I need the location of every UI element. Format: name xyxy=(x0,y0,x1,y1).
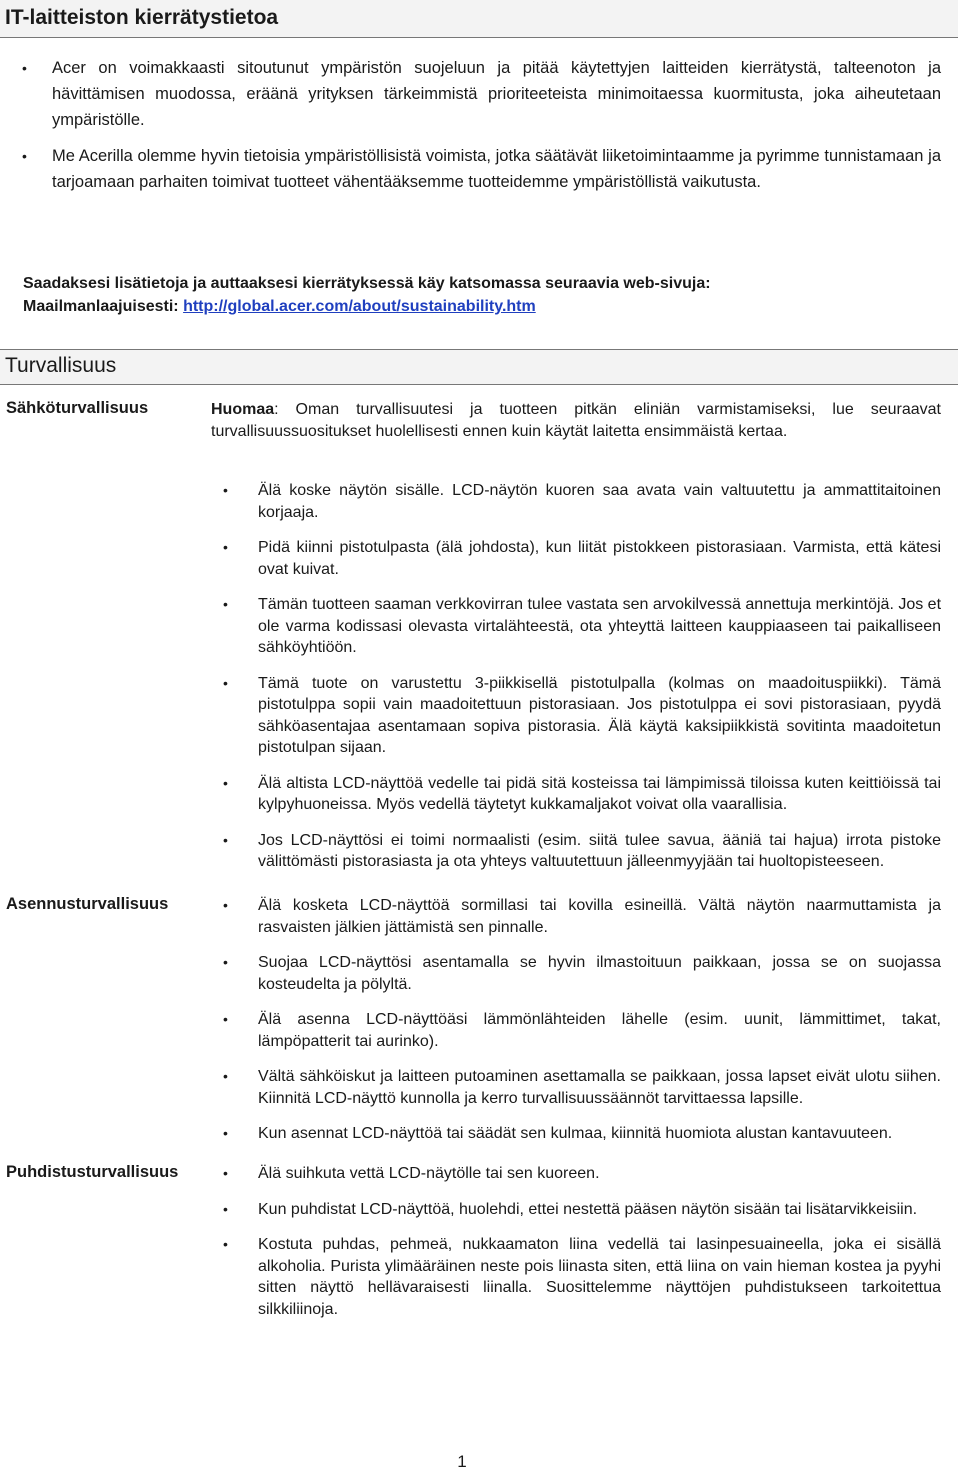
list-item xyxy=(22,143,941,195)
electrical-safety-label: Sähköturvallisuus xyxy=(6,399,149,417)
installation-safety-list xyxy=(223,895,941,1159)
bullet-icon: • xyxy=(223,897,228,913)
list-item-text: Me Acerilla olemme hyvin tietoisia ympäristöllisistä voimista, jotka säätävät liiketoimintaamme ja pyrimme tunnistamaan ja tarjoamaan parhaiten toimivat tuotteet vähentääksemme tuotteidemme ympäristöllistä vaikutusta. xyxy=(52,147,941,191)
list-item-text: Jos LCD-näyttösi ei toimi normaalisti (esim. siitä tulee savua, ääniä tai hajua) irrota pistoke välittömästi pistorasiasta ja ota yhteys valtuutettuun jälleenmyyjään tai huoltopisteeseen. xyxy=(258,831,941,870)
more-info-block xyxy=(23,272,943,318)
recycling-section-title: IT-laitteiston kierrätystietoa xyxy=(0,0,958,38)
list-item-text: Älä altista LCD-näyttöä vedelle tai pidä sitä kosteissa tai lämpimissä tiloissa kuten keittiöissä tai kylpyhuoneissa. Myös vedellä täytetyt kukkamaljakot voivat olla vaarallisia. xyxy=(258,774,941,813)
bullet-icon: • xyxy=(223,1068,228,1084)
bullet-icon: • xyxy=(223,1165,228,1181)
list-item-text: Vältä sähköiskut ja laitteen putoaminen asettamalla se paikkaan, jossa lapset eivät ulotu siihen. Kiinnitä LCD-näyttö kunnolla ja kerro turvallisuussäännöt tarvittaessa lapsille. xyxy=(258,1068,941,1107)
list-item xyxy=(223,773,941,816)
list-item-text: Älä asenna LCD-näyttöäsi lämmönlähteiden lähelle (esim. uunit, lämmittimet, takat, lämpöpatterit tai aurinko). xyxy=(258,1011,941,1050)
bullet-icon: • xyxy=(223,482,228,498)
list-item-text: Älä koske näytön sisälle. LCD-näytön kuoren saa avata vain valtuutettu ja ammattitaitoinen korjaaja. xyxy=(258,482,941,521)
list-item xyxy=(223,537,941,580)
sustainability-link[interactable]: http://global.acer.com/about/sustainability.htm xyxy=(183,298,536,315)
safety-note xyxy=(211,399,941,443)
list-item-text: Acer on voimakkaasti sitoutunut ympäristön suojeluun ja pitää käytettyjen laitteiden kierrätystä, talteenoton ja hävittämisen muodossa, eräänä yrityksen tärkeimmistä prioriteeteista minimoitaessa kuormitusta, joka aiheutetaan ympäristölle. xyxy=(52,59,941,129)
list-item xyxy=(223,1009,941,1052)
electrical-safety-list xyxy=(223,480,942,887)
list-item-text: Tämän tuotteen saaman verkkovirran tulee vastata sen arvokilvessä annettuja merkintöjä. Jos et ole varma kodissasi olevasta virtalähteestä, ota yhteyttä laitteen kauppiaaseen tai paikalliseen sähköyhtiöön. xyxy=(258,596,942,656)
note-text: : Oman turvallisuutesi ja tuotteen pitkän eliniän varmistamiseksi, lue seuraavat turvallisuussuositukset huolellisesti ennen kuin käytät laitetta ensimmäistä kertaa. xyxy=(211,401,941,440)
bullet-icon: • xyxy=(22,60,27,76)
list-item-text: Suojaa LCD-näyttösi asentamalla se hyvin ilmastoituun paikkaan, jossa se on suojassa kosteudelta ja pölyltä. xyxy=(258,954,941,993)
list-item xyxy=(223,830,941,873)
bullet-icon: • xyxy=(223,1200,228,1217)
list-item-text: Kun asennat LCD-näyttöä tai säädät sen kulmaa, kiinnitä huomiota alustan kantavuuteen. xyxy=(258,1125,893,1142)
list-item xyxy=(223,1066,941,1109)
page-number: 1 xyxy=(457,1452,467,1471)
list-item xyxy=(223,1123,941,1145)
list-item xyxy=(223,1199,941,1221)
bullet-icon: • xyxy=(223,674,228,691)
list-item-text: Älä kosketa LCD-näyttöä sormillasi tai kovilla esineillä. Vältä näytön naarmuttamista ja rasvaisten jälkien jättämistä sen pinnalle. xyxy=(258,897,941,936)
bullet-icon: • xyxy=(223,539,228,555)
list-item-text: Tämä tuote on varustettu 3-piikkisellä pistotulpalla (kolmas on maadoituspiikki). Tämä pistotulppa sopii vain maadoitettuun pistorasiaan. Jos pistotulppa ei sovi pistorasiaan, pyydä sähköasentajaa asentamaan sopiva pistorasia. Älä käytä kaksipiikkistä sovitinta maadoitetun pistotulpan sijaan. xyxy=(258,674,941,756)
bullet-icon: • xyxy=(22,148,27,164)
bullet-icon: • xyxy=(223,596,228,612)
list-item-text: Kun puhdistat LCD-näyttöä, huolehdi, ettei nestettä pääsen näytön sisään tai lisätarvikkeisiin. xyxy=(258,1200,918,1218)
cleaning-safety-label: Puhdistusturvallisuus xyxy=(6,1163,179,1181)
note-label: Huomaa xyxy=(211,401,275,418)
bullet-icon: • xyxy=(223,774,228,791)
safety-section-title: Turvallisuus xyxy=(0,349,958,385)
list-item-text: Kostuta puhdas, pehmeä, nukkaamaton liina vedellä tai lasinpesuaineella, joka ei sisällä alkoholia. Purista ylimääräinen neste pois liinasta siten, että liina on vain hieman kostea ja pyyhi sitten näyttö hellävaraisesti liinalla. Suosittelemme näyttöjen puhdistukseen tarkoitettua silkkiliinoja. xyxy=(258,1236,941,1318)
list-item xyxy=(223,480,941,523)
list-item xyxy=(223,673,941,759)
bullet-icon: • xyxy=(223,954,228,970)
list-item xyxy=(223,895,941,938)
bullet-icon: • xyxy=(223,1125,228,1141)
list-item xyxy=(223,952,941,995)
bullet-icon: • xyxy=(223,1236,228,1252)
list-item xyxy=(22,55,941,133)
list-item xyxy=(223,1234,941,1320)
bullet-icon: • xyxy=(223,1011,228,1027)
recycling-bullet-list xyxy=(22,55,941,205)
cleaning-safety-list xyxy=(223,1163,941,1334)
list-item-text: Älä suihkuta vettä LCD-näytölle tai sen kuoreen. xyxy=(258,1165,600,1182)
list-item-text: Pidä kiinni pistotulpasta (älä johdosta), kun liität pistokkeen pistorasiaan. Varmista, että kätesi ovat kuivat. xyxy=(258,539,941,578)
worldwide-row xyxy=(23,295,943,318)
more-info-text: Saadaksesi lisätietoja ja auttaaksesi kierrätyksessä käy katsomassa seuraavia web-sivuja: xyxy=(23,275,711,292)
bullet-icon: • xyxy=(223,831,228,848)
list-item xyxy=(223,1163,941,1185)
list-item xyxy=(223,594,942,659)
installation-safety-label: Asennusturvallisuus xyxy=(6,895,169,913)
worldwide-label: Maailmanlaajuisesti: xyxy=(23,298,179,315)
